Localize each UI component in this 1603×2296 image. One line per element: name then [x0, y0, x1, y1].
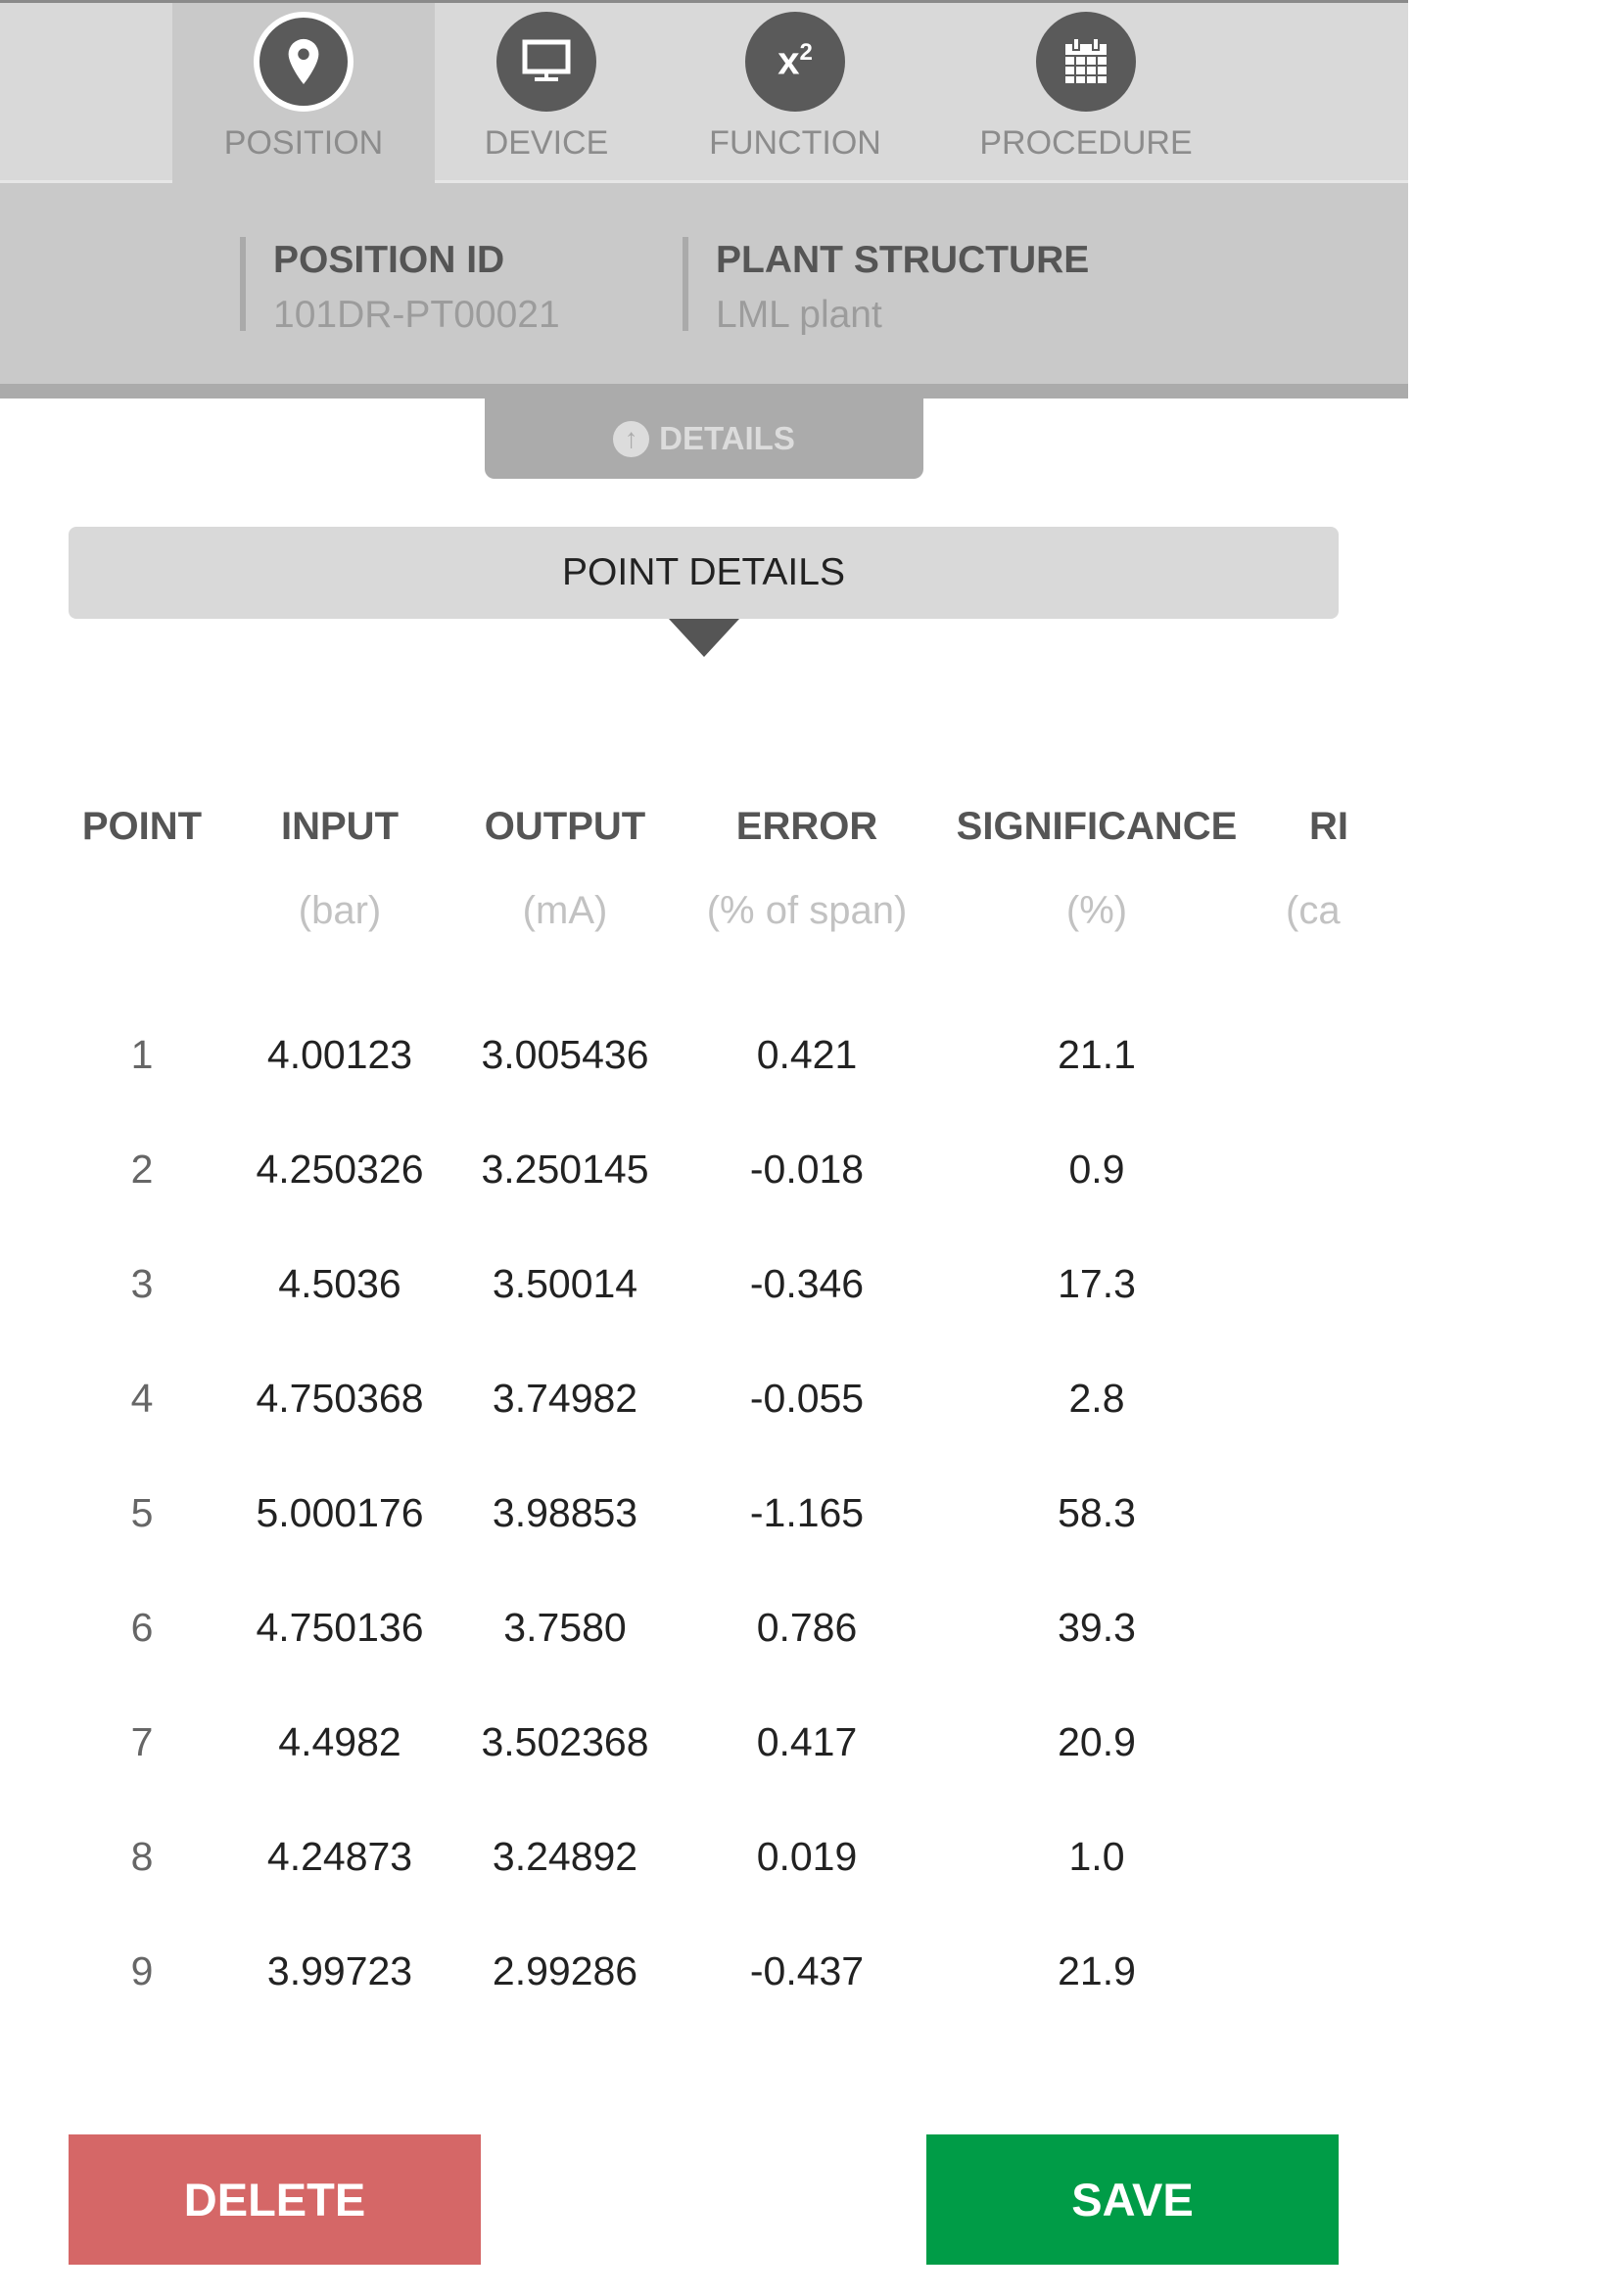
cell-input: 4.24873 [266, 1834, 413, 1879]
column-header-output: OUTPUT [484, 805, 646, 848]
tab-label: DEVICE [484, 124, 609, 162]
cell-output: 3.24892 [492, 1834, 638, 1879]
cell-significance: 17.3 [1058, 1261, 1136, 1306]
cell-point: 7 [130, 1719, 154, 1764]
cell-output: 2.99286 [492, 1948, 638, 1993]
cell-significance: 1.0 [1068, 1834, 1125, 1879]
cell-error: 0.417 [756, 1719, 858, 1764]
plant-structure-label: PLANT STRUCTURE [716, 239, 1090, 281]
x-squared-icon: $x^2$ [745, 12, 845, 112]
position-id-label: POSITION ID [273, 239, 505, 281]
column-unit-error: (% of span) [706, 889, 908, 932]
tab-label: PROCEDURE [979, 124, 1193, 162]
column-header-input: INPUT [281, 805, 399, 848]
cell-significance: 21.1 [1058, 1032, 1136, 1077]
cell-point: 6 [130, 1605, 154, 1650]
cell-point: 3 [130, 1261, 154, 1306]
cell-significance: 20.9 [1058, 1719, 1136, 1764]
cell-point: 2 [130, 1147, 154, 1192]
tab-label: POSITION [223, 124, 384, 162]
cell-error: -1.165 [749, 1490, 865, 1535]
position-id-value: 101DR-PT00021 [273, 294, 560, 336]
cell-error: 0.421 [756, 1032, 858, 1077]
cell-input: 4.5036 [278, 1261, 401, 1306]
cell-error: -0.055 [749, 1376, 865, 1421]
cell-output: 3.7580 [503, 1605, 627, 1650]
cell-point: 5 [130, 1490, 154, 1535]
cell-output: 3.98853 [492, 1490, 638, 1535]
tab-label: FUNCTION [709, 124, 881, 162]
cell-error: -0.346 [749, 1261, 865, 1306]
column-header-significance: SIGNIFICANCE [956, 805, 1238, 848]
column-header-ri: RI [1309, 805, 1348, 848]
cell-input: 5.000176 [256, 1490, 424, 1535]
save-button[interactable]: SAVE [926, 2134, 1339, 2265]
cell-significance: 0.9 [1068, 1147, 1125, 1192]
cell-significance: 58.3 [1058, 1490, 1136, 1535]
cell-point: 8 [130, 1834, 154, 1879]
delete-button[interactable]: DELETE [69, 2134, 481, 2265]
cell-output: 3.50014 [492, 1261, 638, 1306]
cell-error: 0.786 [756, 1605, 858, 1650]
cell-input: 4.250326 [256, 1147, 424, 1192]
cell-input: 3.99723 [266, 1948, 413, 1993]
cell-point: 4 [130, 1376, 154, 1421]
cell-point: 9 [130, 1948, 154, 1993]
cell-output: 3.74982 [492, 1376, 638, 1421]
column-header-point: POINT [81, 805, 203, 848]
cell-output: 3.005436 [481, 1032, 649, 1077]
column-unit-input: (bar) [298, 889, 382, 932]
column-unit-significance: (%) [1065, 889, 1128, 932]
cell-input: 4.00123 [266, 1032, 413, 1077]
cell-significance: 39.3 [1058, 1605, 1136, 1650]
cell-input: 4.4982 [278, 1719, 401, 1764]
point-details-label: POINT DETAILS [562, 551, 845, 593]
cell-output: 3.502368 [481, 1719, 649, 1764]
cell-significance: 2.8 [1068, 1376, 1125, 1421]
plant-structure-value: LML plant [716, 294, 882, 336]
cell-error: 0.019 [756, 1834, 858, 1879]
details-label: DETAILS [659, 420, 795, 456]
cell-input: 4.750136 [256, 1605, 424, 1650]
column-unit-ri: (ca [1286, 889, 1341, 932]
cell-point: 1 [130, 1032, 154, 1077]
cell-output: 3.250145 [481, 1147, 649, 1192]
column-unit-output: (mA) [522, 889, 608, 932]
cell-error: -0.437 [749, 1948, 865, 1993]
arrow-up-circle-icon: ↑ [613, 421, 649, 457]
cell-input: 4.750368 [256, 1376, 424, 1421]
cell-error: -0.018 [749, 1147, 865, 1192]
cell-significance: 21.9 [1058, 1948, 1136, 1993]
column-header-error: ERROR [735, 805, 878, 848]
